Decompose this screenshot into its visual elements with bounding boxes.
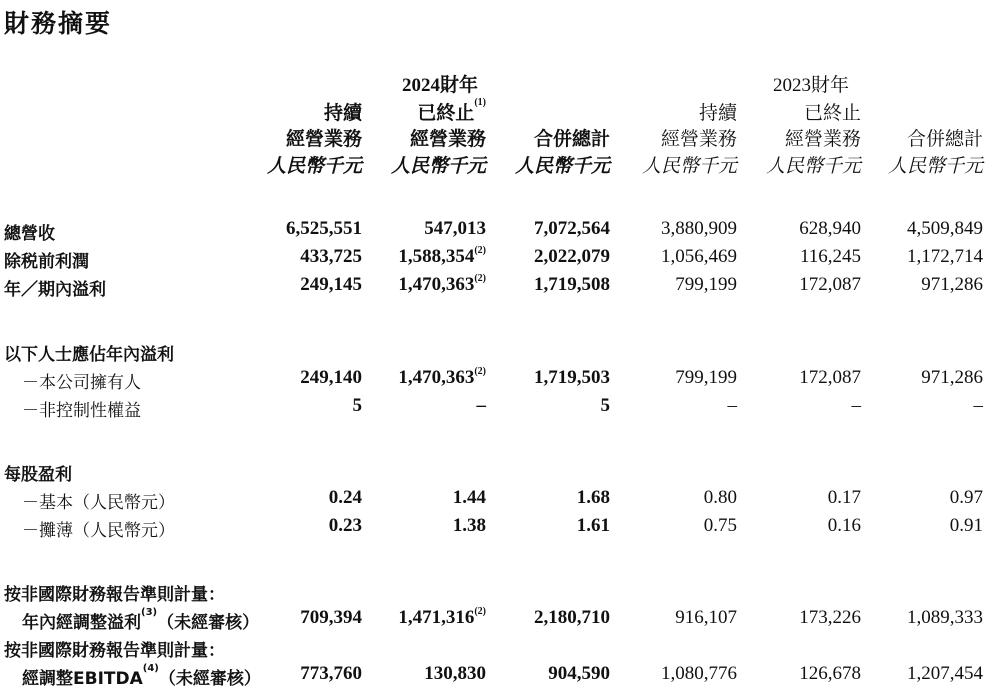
value-cell: 971,286 — [921, 274, 983, 295]
col2-line1: 已終止$^{(1)}$ — [417, 97, 486, 124]
value-cell: 799,199 — [675, 274, 737, 295]
value-cell: – — [727, 395, 737, 416]
col1-line1: 持續 — [323, 103, 362, 124]
value-cell: 1,471,316$^{(2)}$ — [398, 606, 486, 628]
value-cell: 904,590 — [548, 663, 610, 684]
value-cell: 6,525,551 — [286, 218, 362, 239]
value-cell: 1.61 — [576, 515, 610, 536]
col2-line2: 經營業務 — [409, 129, 486, 150]
value-cell: 1,172,714 — [907, 246, 983, 267]
value-cell: 5 — [600, 395, 610, 416]
year-2024-header: 2024財年 — [402, 75, 479, 96]
value-cell: 173,226 — [799, 607, 861, 628]
col2-unit: 人民幣千元 — [390, 156, 486, 177]
value-cell: 433,725 — [300, 246, 362, 267]
row-label: －攤薄（人民幣元） — [22, 521, 175, 541]
footnote-marker: (4) — [142, 663, 159, 674]
row-label: 經調整EBITDA$^{(4)}$（未經審核） — [22, 663, 261, 689]
value-cell: 547,013 — [424, 218, 486, 239]
value-cell: 628,940 — [799, 218, 861, 239]
value-cell: 0.75 — [703, 515, 737, 536]
page-title: 財務摘要 — [4, 9, 113, 38]
row-label: 年／期內溢利 — [4, 280, 106, 300]
value-cell: 1,056,469 — [661, 246, 737, 267]
value-cell: 0.91 — [949, 515, 983, 536]
value-cell: 2,180,710 — [534, 607, 610, 628]
value-cell: 709,394 — [300, 607, 362, 628]
col5-line2: 經營業務 — [784, 129, 861, 150]
value-cell: 249,145 — [300, 274, 362, 295]
footnote-2-marker: (2) — [474, 273, 486, 284]
value-cell: 172,087 — [799, 367, 861, 388]
col1-line2: 經營業務 — [285, 129, 362, 150]
col3-unit: 人民幣千元 — [514, 156, 610, 177]
value-cell: 971,286 — [921, 367, 983, 388]
value-cell: 799,199 — [675, 367, 737, 388]
row-label: 除税前利潤 — [4, 252, 89, 272]
year-2023-header: 2023財年 — [773, 75, 850, 96]
value-cell: 1,470,363$^{(2)}$ — [398, 273, 486, 295]
footnote-2-marker: (2) — [474, 366, 486, 377]
value-cell: 0.23 — [328, 515, 362, 536]
footnote-1-marker: (1) — [474, 97, 486, 108]
row-label: －非控制性權益 — [22, 401, 141, 421]
col4-unit: 人民幣千元 — [641, 156, 737, 177]
value-cell: 1.68 — [576, 487, 610, 508]
row-label: 每股盈利 — [4, 465, 72, 485]
col4-line1: 持續 — [698, 103, 737, 124]
value-cell: 172,087 — [799, 274, 861, 295]
value-cell: 249,140 — [300, 367, 362, 388]
col6-line2: 合併總計 — [906, 129, 983, 150]
value-cell: 1,207,454 — [907, 663, 983, 684]
value-cell: 0.97 — [949, 487, 983, 508]
value-cell: 1,719,503 — [534, 367, 610, 388]
value-cell: 916,107 — [675, 607, 737, 628]
col4-line2: 經營業務 — [660, 129, 737, 150]
col6-unit: 人民幣千元 — [887, 156, 983, 177]
row-label: －本公司擁有人 — [22, 373, 141, 393]
row-label: 年內經調整溢利$^{(3)}$（未經審核） — [22, 607, 260, 633]
value-cell: 0.80 — [703, 487, 737, 508]
value-cell: 1.44 — [452, 487, 486, 508]
value-cell: 1.38 — [452, 515, 486, 536]
value-cell: 1,089,333 — [907, 607, 983, 628]
value-cell: 1,719,508 — [534, 274, 610, 295]
value-cell: 1,080,776 — [661, 663, 737, 684]
value-cell: 1,470,363$^{(2)}$ — [398, 366, 486, 388]
value-cell: 773,760 — [300, 663, 362, 684]
value-cell: 2,022,079 — [534, 246, 610, 267]
row-label: 以下人士應佔年內溢利 — [4, 345, 174, 365]
footnote-2-marker: (2) — [474, 606, 486, 617]
footnote-2-marker: (2) — [474, 245, 486, 256]
value-cell: – — [851, 395, 861, 416]
value-cell: – — [476, 395, 486, 416]
col3-line2: 合併總計 — [533, 129, 610, 150]
value-cell: 4,509,849 — [907, 218, 983, 239]
value-cell: 3,880,909 — [661, 218, 737, 239]
value-cell: 5 — [352, 395, 362, 416]
value-cell: – — [973, 395, 983, 416]
row-label: 按非國際財務報告準則計量： — [4, 641, 225, 661]
col5-unit: 人民幣千元 — [765, 156, 861, 177]
col5-line1: 已終止 — [803, 103, 861, 124]
value-cell: 0.16 — [827, 515, 861, 536]
value-cell: 7,072,564 — [534, 218, 610, 239]
row-label: 總營收 — [4, 224, 55, 244]
value-cell: 126,678 — [799, 663, 861, 684]
value-cell: 1,588,354$^{(2)}$ — [398, 245, 486, 267]
footnote-marker: (3) — [141, 607, 158, 618]
value-cell: 116,245 — [799, 246, 861, 267]
row-label: －基本（人民幣元） — [22, 493, 175, 513]
value-cell: 0.24 — [328, 487, 362, 508]
value-cell: 130,830 — [424, 663, 486, 684]
value-cell: 0.17 — [827, 487, 861, 508]
row-label: 按非國際財務報告準則計量： — [4, 585, 225, 605]
col1-unit: 人民幣千元 — [266, 156, 362, 177]
